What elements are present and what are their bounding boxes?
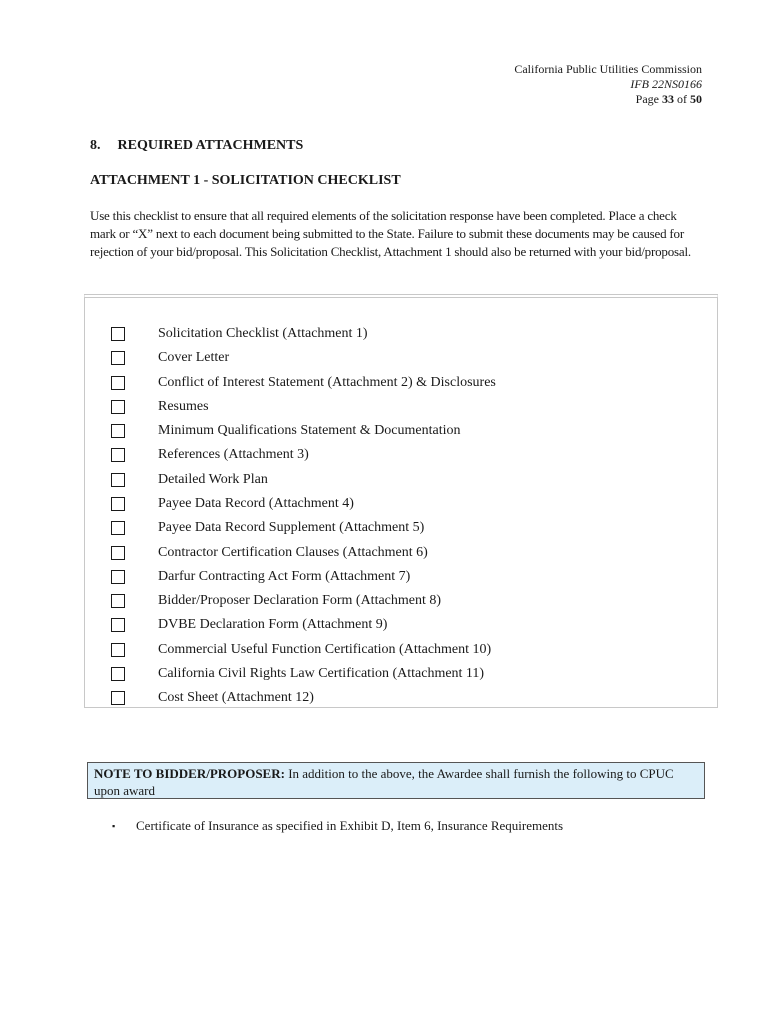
page-of: of (677, 92, 687, 106)
checklist-item-label: Contractor Certification Clauses (Attachment 6) (158, 544, 428, 560)
checklist-item (111, 468, 496, 492)
checklist-item (111, 492, 496, 516)
checklist-item (111, 540, 496, 564)
checkbox[interactable] (111, 667, 125, 681)
checkbox[interactable] (111, 618, 125, 632)
section-number: 8. (90, 138, 101, 153)
checklist-item (111, 686, 496, 710)
checklist-item-label: Minimum Qualifications Statement & Documentation (158, 423, 461, 439)
checklist-item (111, 589, 496, 613)
bullet-glyph: ▪ (112, 821, 116, 831)
checklist-box (84, 294, 718, 708)
checklist (111, 322, 496, 710)
org-name: California Public Utilities Commission (514, 62, 702, 76)
checkbox[interactable] (111, 643, 125, 657)
page-header (514, 62, 702, 107)
checkbox[interactable] (111, 594, 125, 608)
page-prefix: Page (635, 92, 659, 106)
checklist-item-label: Cover Letter (158, 350, 230, 366)
checkbox[interactable] (111, 570, 125, 584)
bullet-text: Certificate of Insurance as specified in Exhibit D, Item 6, Insurance Requirements (136, 818, 564, 833)
checklist-item-label: California Civil Rights Law Certification (Attachment 11) (158, 665, 485, 681)
checkbox[interactable] (111, 424, 125, 438)
checkbox[interactable] (111, 400, 125, 414)
page-current: 33 (662, 92, 674, 106)
checkbox[interactable] (111, 521, 125, 535)
checklist-item-label: DVBE Declaration Form (Attachment 9) (158, 617, 388, 633)
checklist-item (111, 371, 496, 395)
checkbox[interactable] (111, 546, 125, 560)
checklist-item-label: References (Attachment 3) (158, 447, 309, 463)
checkbox[interactable] (111, 327, 125, 341)
checklist-item (111, 516, 496, 540)
checklist-item (111, 662, 496, 686)
note-text: In addition to the above, the Awardee shall furnish the following to CPUC upon award (94, 766, 674, 798)
checklist-item (111, 637, 496, 661)
note-label: NOTE TO BIDDER/PROPOSER: (94, 766, 285, 781)
section-heading (90, 138, 303, 154)
checklist-item-label: Bidder/Proposer Declaration Form (Attachment 8) (158, 593, 442, 609)
section-title: REQUIRED ATTACHMENTS (117, 138, 304, 153)
checklist-item-label: Solicitation Checklist (Attachment 1) (158, 326, 368, 342)
checkbox[interactable] (111, 448, 125, 462)
ifb-number: IFB 22NS0166 (630, 77, 702, 91)
checklist-item-label: Commercial Useful Function Certification (Attachment 10) (158, 641, 492, 657)
checklist-item (111, 395, 496, 419)
page-total: 50 (690, 92, 702, 106)
checkbox[interactable] (111, 376, 125, 390)
checkbox[interactable] (111, 473, 125, 487)
page-number (514, 92, 702, 107)
bullet-item (112, 818, 563, 835)
checkbox[interactable] (111, 691, 125, 705)
checklist-item-label: Payee Data Record Supplement (Attachment 5) (158, 520, 425, 536)
checklist-item (111, 346, 496, 370)
checkbox[interactable] (111, 351, 125, 365)
checklist-item-label: Conflict of Interest Statement (Attachment 2) & Disclosures (158, 374, 496, 390)
checklist-item (111, 565, 496, 589)
checklist-item-label: Resumes (158, 398, 209, 414)
checklist-item (111, 419, 496, 443)
checklist-item-label: Darfur Contracting Act Form (Attachment 7) (158, 568, 411, 584)
checklist-item (111, 322, 496, 346)
checklist-item (111, 613, 496, 637)
intro-paragraph: Use this checklist to ensure that all required elements of the solicitation response have been completed. Place a check mark or “X” next to each document being submitted to the State. Failure to submit these documents may be caused for rejection of your bid/proposal. This Solicitation Checklist, Attachment 1 should also be returned with your bid/proposal. (90, 208, 691, 259)
note-box (87, 762, 705, 799)
checkbox[interactable] (111, 497, 125, 511)
checklist-item-label: Detailed Work Plan (158, 471, 268, 487)
attachment-title: ATTACHMENT 1 - SOLICITATION CHECKLIST (90, 173, 401, 188)
checklist-item-label: Cost Sheet (Attachment 12) (158, 690, 314, 706)
checklist-item-label: Payee Data Record (Attachment 4) (158, 495, 354, 511)
checklist-item (111, 443, 496, 467)
